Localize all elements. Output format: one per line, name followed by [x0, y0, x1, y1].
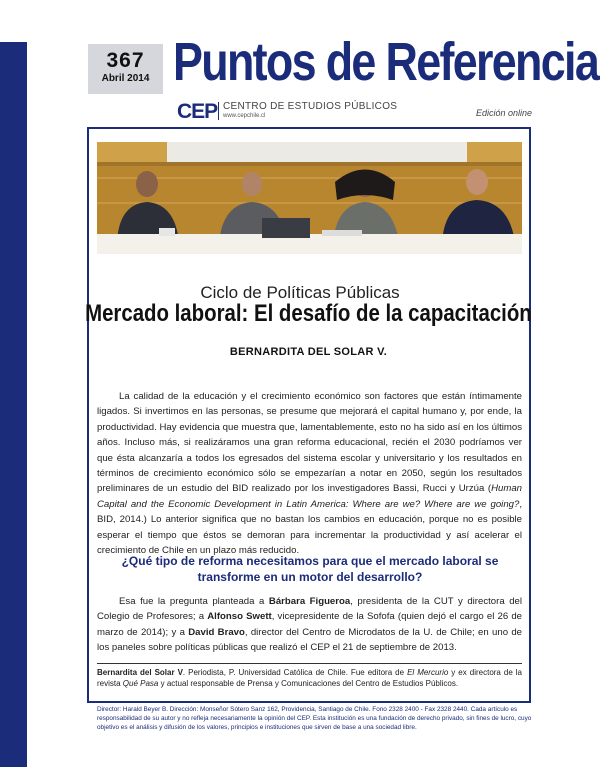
institution-name: CENTRO DE ESTUDIOS PÚBLICOS — [223, 101, 398, 112]
publication-footer: Director: Harald Beyer B. Dirección: Monseñor Sótero Sanz 162, Providencia, Santiago de Chile. Fono 2328 2400 - Fax 2328 2440. Cada artículo es responsabilidad de su autor y no refleja necesariamente la opinión del CEP. Esta institución es una fundación de derecho privado, sin fines de lucro, cuyo objetivo es el análisis y difusión de los valores, principios e instituciones que sirven de base a una sociedad libre. — [97, 706, 532, 731]
author-bio: Bernardita del Solar V. Periodista, P. Universidad Católica de Chile. Fue editora de El Mercurio y ex directora de la revista Qué Pasa y actual responsable de Prensa y Comunicaciones del Centro de Estudios Públicos. — [97, 668, 522, 688]
left-color-band — [0, 42, 27, 767]
article-author: BERNARDITA DEL SOLAR V. — [229, 346, 388, 358]
institution-url[interactable]: www.cepchile.cl — [223, 113, 266, 119]
edition-label: Edición online — [475, 108, 532, 118]
logo-separator — [218, 102, 219, 120]
article-title: Mercado laboral: El desafío de la capacitación — [85, 300, 532, 327]
issue-date: Abril 2014 — [101, 73, 150, 84]
paragraph-intro: La calidad de la educación y el crecimiento económico son factores que están íntimamente ligados. Si invertimos en las personas, se presume que mejorará el capital humano y, por ende, la productividad. Hay evidencia que muestra que, lamentablemente, esto no ha sido así en los últimos años. Incluso más, si realizáramos una gran reforma educacional, recién el 2030 podríamos ver que ésta alcanzaría a todos los egresados del sistema escolar y universitario y los resultados en términos de crecimiento económico sólo se empezarían a notar en 2050, según los resultados preliminares de un estudio del BID realizado por los investigadores Bassi, Rucci y Urzúa (Human Capital and the Economic Development in Latin America: Where are we? Where are we going?, BID, 2014.) Lo anterior significa que no bastan los cambios en educación, porque no es posible esperar el tiempo que éstos se demoran para incrementar la productividad y así acelerar el crecimiento de Chile en un plazo más reducido. — [97, 391, 522, 557]
bio-divider — [97, 663, 522, 664]
publication-title: Puntos de Referencia — [173, 32, 599, 92]
issue-number: 367 — [106, 49, 145, 72]
issue-box — [88, 44, 163, 94]
section-subheading: ¿Qué tipo de reforma necesitamos para que el mercado laboral se transforme en un motor del desarrollo? — [121, 554, 499, 584]
cep-logo: CEP — [177, 100, 218, 123]
article-series: Ciclo de Políticas Públicas — [200, 283, 400, 302]
paragraph-panel: Esa fue la pregunta planteada a Bárbara Figueroa, presidenta de la CUT y directora del Colegio de Profesores; a Alfonso Swett, vicepresidente de la Sofofa (quien dejó el cargo el 26 de marzo de 2014); y a David Bravo, director del Centro de Microdatos de la U. de Chile; en uno de los paneles sobre políticas públicas que realizó el CEP el 21 de septiembre de 2013. — [97, 596, 523, 654]
panel-photo — [97, 142, 522, 254]
